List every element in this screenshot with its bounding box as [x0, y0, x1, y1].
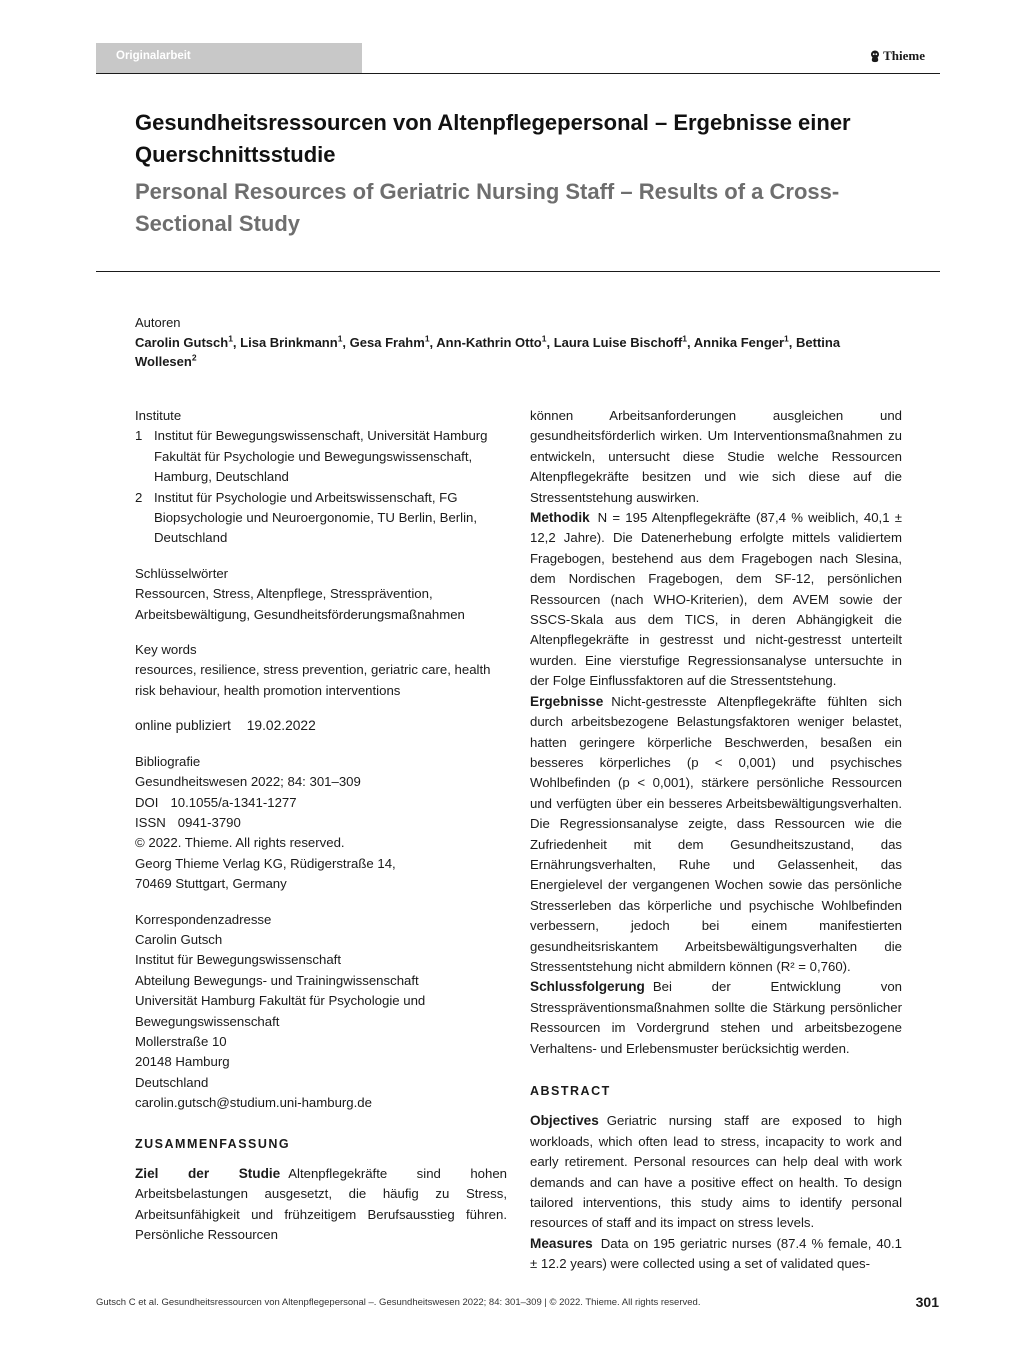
author-separator: ,	[546, 335, 554, 350]
publisher-address-2: 70469 Stuttgart, Germany	[135, 876, 287, 892]
objectives-paragraph	[530, 1111, 902, 1233]
keywords-de-label: Schlüsselwörter	[135, 565, 229, 581]
doi-value: 10.1055/a-1341-1277	[170, 794, 297, 810]
ergebnisse-text: Nicht-gestresste Altenpflegekräfte fühlten sich durch arbeitsbezogene Belastungsfaktoren weniger belastet, hatten geringere körperliche Beschwerden, besaßen ein besseres körperliches (p < 0,001) und psychisches Wohlbefinden (p < 0,001), stärkere persönliche Ressourcen und verfügten über ein besseres Arbeitsbewältigungsverhalten. Die Regressionsanalyse zeigte, dass Ressourcen wie die Zufriedenheit mit dem Gesundheitszustand, das Ernährungsverhalten, Ruhe und Gelassenheit, das Energielevel der vergangenen Wochen sowie das persönliche Stresserleben das körperliche und psychische Wohlbefinden verbessern, jedoch bei einem manifestierten gesundheitsriskantem Arbeitsbewältigungsverhalten die Stressentstehung nicht abmildern können (R² = 0,760).	[530, 693, 902, 974]
ziel-text-start: Altenpflegekräfte sind hohen Arbeitsbelastungen ausgesetzt, die häufig zu Stress, Arbeitsunfähigkeit und frühzeitigem Berufsausstieg führen. Persönliche Ressourcen	[135, 1166, 507, 1243]
ziel-paragraph-cont	[530, 406, 902, 508]
institutes-label: Institute	[135, 408, 182, 423]
author-name: Ann-Kathrin Otto	[436, 335, 542, 350]
bibliography-label: Bibliografie	[135, 753, 201, 769]
author-name: Carolin Gutsch	[135, 335, 229, 350]
keywords-en-label: Key words	[135, 642, 197, 658]
ergebnisse-paragraph	[530, 692, 902, 978]
author-affiliation: 2	[191, 352, 197, 363]
author-list	[135, 333, 905, 371]
issn-line	[135, 813, 507, 833]
publisher-name: Thieme	[883, 48, 925, 63]
title-rule	[96, 271, 940, 272]
author-separator: ,	[429, 335, 437, 350]
author-affiliation: 1	[424, 333, 430, 344]
methodik-text: N = 195 Altenpflegekräfte (87,4 % weiblich, 40,1 ± 12,2 Jahre). Die Datenerhebung erfolgte mittels validiertem Fragebogen, bestehend aus dem Fragebogen nach Slesina, dem Nordischen Fragebogen, dem SF-12, persönlichen Ressourcen (nach WHO-Kriterien), dem AVEM sowie der SSCS-Skala aus dem TICS, in deren Abhängigkeit die Altenpflegekräfte in gestresst und nicht-gestresst unterteilt wurden. Eine vierstufige Regressionsanalyse untersuchte in der Folge Einflussfaktoren auf die Stressentstehung.	[530, 510, 902, 689]
author-affiliation: 1	[337, 333, 343, 344]
thieme-emblem-icon	[870, 50, 880, 63]
publisher-logo	[870, 48, 925, 64]
institute-number: 1	[135, 428, 143, 444]
right-column	[530, 406, 902, 1275]
title-german: Gesundheitsressourcen von Altenpflegepersonal – Ergebnisse einer Querschnittsstudie	[135, 110, 851, 167]
author-separator: ,	[788, 335, 797, 350]
doi-label: DOI	[135, 794, 159, 810]
author-separator: ,	[687, 335, 694, 350]
published-date: 19.02.2022	[246, 718, 316, 734]
author-affiliation: 1	[228, 333, 233, 344]
author-name: Annika Fenger	[693, 335, 785, 350]
issn-value: 0941-3790	[177, 814, 241, 830]
institute-text: Institut für Psychologie und Arbeitswissenschaft, FG Biopsychologie und Neuroergonomie, TU Berlin, Berlin, Deutschland	[154, 489, 478, 546]
author-name: Gesa Frahm	[349, 335, 425, 350]
correspondence-line: Abteilung Bewegungs- und Trainingwissenschaft	[135, 972, 419, 988]
bibliography-block	[135, 752, 507, 895]
correspondence-email[interactable]: carolin.gutsch@studium.uni-hamburg.de	[135, 1095, 372, 1111]
left-column	[135, 406, 507, 1246]
correspondence-line: Carolin Gutsch	[135, 931, 223, 947]
ergebnisse-label: Ergebnisse	[530, 693, 604, 709]
doi-line	[135, 793, 507, 813]
author-name: Laura Luise Bischoff	[553, 335, 683, 350]
bibliography-citation: Gesundheitswesen 2022; 84: 301–309	[135, 774, 361, 790]
published-block	[135, 716, 507, 736]
methodik-label: Methodik	[530, 510, 590, 526]
correspondence-line: Mollerstraße 10	[135, 1033, 227, 1049]
correspondence-line: 20148 Hamburg	[135, 1054, 230, 1070]
keywords-de-text: Ressourcen, Stress, Altenpflege, Stressprävention, Arbeitsbewältigung, Gesundheitsförderungsmaßnahmen	[135, 586, 465, 622]
methodik-paragraph	[530, 508, 902, 692]
title-english: Personal Resources of Geriatric Nursing Staff – Results of a Cross-Sectional Study	[135, 179, 840, 236]
abstract-heading: ABSTRACT	[530, 1084, 611, 1098]
correspondence-label: Korrespondenzadresse	[135, 911, 272, 927]
authors-label: Autoren	[135, 315, 181, 330]
page-number: 301	[915, 1294, 939, 1310]
header-rule	[96, 73, 940, 74]
institute-text: Institut für Bewegungswissenschaft, Universität Hamburg Fakultät für Psychologie und Bewegungswissenschaft, Hamburg, Deutschland	[154, 428, 488, 485]
ziel-label: Ziel der Studie	[135, 1166, 281, 1181]
measures-label: Measures	[530, 1235, 593, 1251]
keywords-en-text: resources, resilience, stress prevention, geriatric care, health risk behaviour, health promotion interventions	[135, 662, 491, 698]
schluss-label: Schlussfolgerung	[530, 979, 645, 995]
institute-item	[135, 488, 507, 549]
correspondence-line: Universität Hamburg Fakultät für Psychologie und Bewegungswissenschaft	[135, 993, 426, 1029]
section-tab: Originalarbeit	[96, 43, 362, 74]
ziel-text-cont: können Arbeitsanforderungen ausgleichen und gesundheitsförderlich wirken. Um Interventionsmaßnahmen zu entwickeln, untersucht diese Studie welche Ressourcen Altenpflegekräfte besitzen und wie sich diese auf die Stressentstehung auswirken.	[530, 408, 902, 505]
correspondence-line: Institut für Bewegungswissenschaft	[135, 952, 341, 968]
objectives-text: Geriatric nursing staff are exposed to high workloads, which often lead to stress, incapacity to work and early retirement. Personal resources can help deal with work demands and can have a positive effect on health. To design tailored interventions, this study aims to identify personal resources of staff and its impact on stress levels.	[530, 1113, 902, 1231]
keywords-en-block	[135, 640, 507, 701]
footer-citation: Gutsch C et al. Gesundheitsressourcen von Altenpflegepersonal –. Gesundheitswesen 2022; 84: 301–309 | © 2022. Thieme. All rights reserved.	[96, 1297, 701, 1308]
measures-paragraph	[530, 1234, 902, 1275]
objectives-label: Objectives	[530, 1113, 599, 1129]
author-name: Bettina Wollesen	[135, 335, 841, 369]
institutes-block	[135, 406, 507, 549]
keywords-de-block	[135, 564, 507, 625]
zusammenfassung-heading: ZUSAMMENFASSUNG	[135, 1136, 291, 1151]
institute-number: 2	[135, 489, 143, 505]
author-affiliation: 1	[784, 333, 789, 344]
institute-item	[135, 426, 507, 487]
schluss-text: Bei der Entwicklung von Stresspräventionsmaßnahmen sollte die Stärkung persönlicher Ressourcen im Vordergrund stehen und arbeitsbezogene Verhaltens- und Erlebensmuster berücksichtig werden.	[530, 979, 902, 1056]
schluss-paragraph	[530, 977, 902, 1059]
author-affiliation: 1	[682, 333, 687, 344]
author-affiliation: 1	[541, 333, 547, 344]
author-name: Lisa Brinkmann	[240, 335, 338, 350]
author-separator: ,	[342, 335, 350, 350]
measures-text: Data on 195 geriatric nurses (87.4 % female, 40.1 ± 12.2 years) were collected using a set of validated ques-	[530, 1235, 902, 1272]
author-separator: ,	[232, 335, 241, 350]
ziel-paragraph-start	[135, 1164, 507, 1246]
correspondence-line: Deutschland	[135, 1074, 209, 1090]
correspondence-block	[135, 910, 507, 1114]
published-label: online publiziert	[135, 718, 231, 734]
issn-label: ISSN	[135, 814, 166, 830]
publisher-address-1: Georg Thieme Verlag KG, Rüdigerstraße 14,	[135, 855, 396, 871]
copyright-line: © 2022. Thieme. All rights reserved.	[135, 835, 345, 851]
